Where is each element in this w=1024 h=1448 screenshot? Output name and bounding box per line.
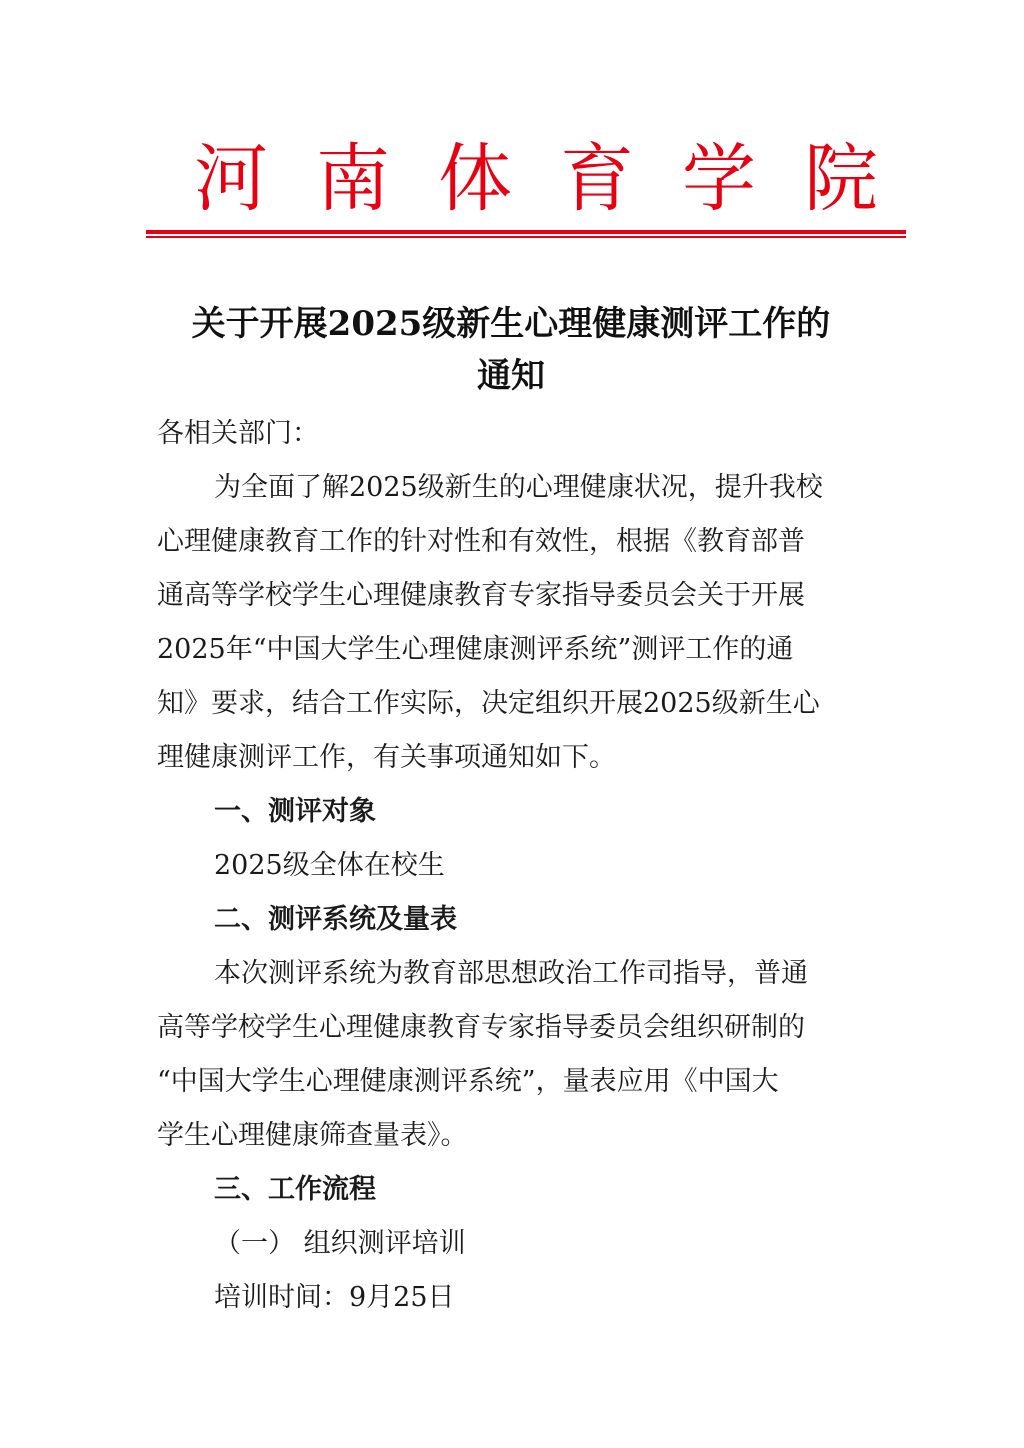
- section-2-line-2: 高等学校学生心理健康教育专家指导委员会组织研制的: [157, 1012, 805, 1043]
- section-1-text: 2025级全体在校生: [214, 850, 445, 881]
- section-2-line-1: 本次测评系统为教育部思想政治工作司指导，普通: [214, 958, 808, 989]
- institution-masthead: 河南体育学院: [194, 136, 926, 222]
- document-title: [146, 298, 876, 402]
- section-2-line-3: “中国大学生心理健康测评系统”，量表应用《中国大: [157, 1066, 779, 1097]
- salutation: 各相关部门：: [157, 418, 319, 449]
- intro-line-4: 2025年“中国大学生心理健康测评系统”测评工作的通: [157, 634, 794, 665]
- title-line-1: 关于开展2025级新生心理健康测评工作的: [191, 304, 831, 344]
- masthead-rule-thick: [146, 230, 906, 234]
- subsection-1-heading: （一） 组织测评培训: [214, 1228, 466, 1259]
- intro-line-3: 通高等学校学生心理健康教育专家指导委员会关于开展: [157, 580, 805, 611]
- intro-line-6: 理健康测评工作，有关事项通知如下。: [157, 742, 616, 773]
- intro-line-1: 为全面了解2025级新生的心理健康状况，提升我校: [214, 472, 823, 503]
- section-2-heading: 二、测评系统及量表: [214, 904, 457, 935]
- title-line-2: 通知: [477, 356, 545, 396]
- section-1-heading: 一、测评对象: [214, 796, 376, 827]
- training-time: 培训时间：9月25日: [214, 1282, 455, 1313]
- intro-line-5: 知》要求，结合工作实际，决定组织开展2025级新生心: [157, 688, 820, 719]
- masthead-rule-thin: [146, 236, 906, 238]
- section-3-heading: 三、工作流程: [214, 1174, 376, 1205]
- intro-line-2: 心理健康教育工作的针对性和有效性，根据《教育部普: [157, 526, 805, 557]
- section-2-line-4: 学生心理健康筛查量表》。: [157, 1120, 468, 1151]
